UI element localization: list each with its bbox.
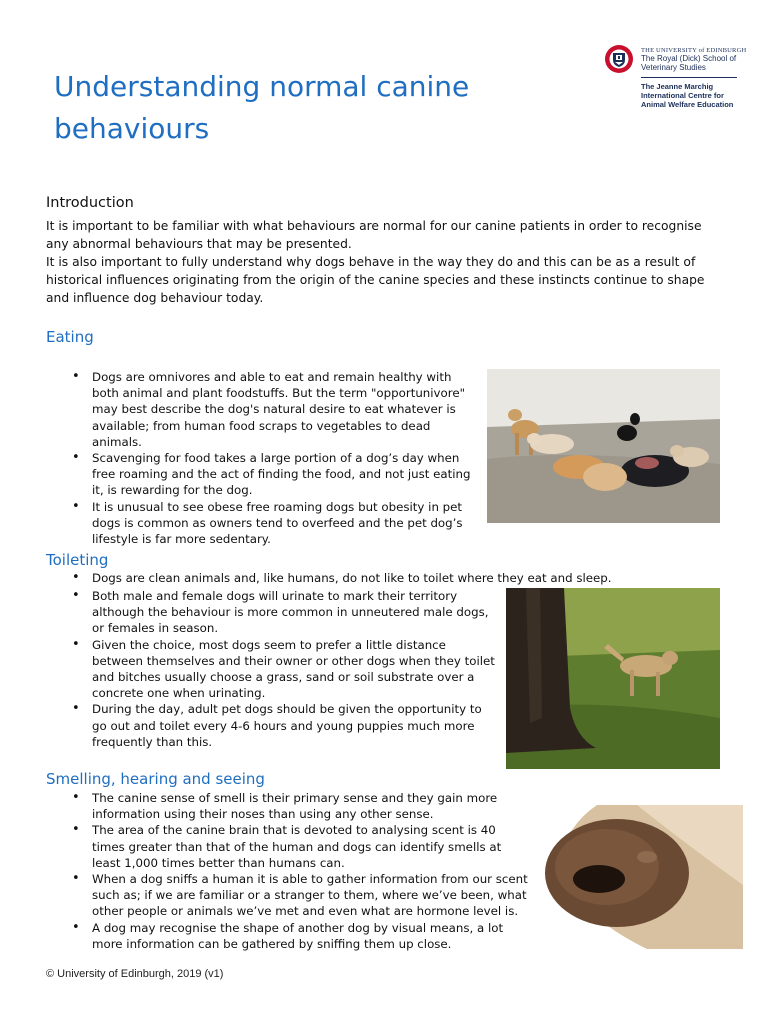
copyright-footer: © University of Edinburgh, 2019 (v1) <box>46 968 224 980</box>
list-item: • Scavenging for food takes a large portion of a dog’s day when free roaming and the act of finding the food, and not just eating it, is rewarding for the dog. <box>46 450 476 499</box>
list-item: • When a dog sniffs a human it is able to gather information from our scent such as; if we are familiar or a stranger to them, where we’ve been, what other people or animals we’ve met and even what are hormone level is. <box>46 871 528 920</box>
introduction-heading: Introduction <box>46 195 134 211</box>
toileting-bullet-list <box>46 588 498 750</box>
eating-heading: Eating <box>46 328 94 346</box>
logo-divider <box>641 77 737 78</box>
logo-school-name: The Royal (Dick) School of Veterinary Studies <box>641 54 737 72</box>
toileting-heading: Toileting <box>46 551 109 569</box>
logo-centre-name: The Jeanne Marchig International Centre for Animal Welfare Education <box>641 82 734 109</box>
logo-university-name: THE UNIVERSITY of EDINBURGH <box>641 47 747 54</box>
dog-urinating-photo <box>506 588 720 769</box>
senses-heading: Smelling, hearing and seeing <box>46 770 265 788</box>
list-item: • Given the choice, most dogs seem to prefer a little distance between themselves and their owner or other dogs when they toilet and bitches usually choose a grass, sand or soil substrate over a concrete one when urinating. <box>46 637 498 702</box>
list-item: • It is unusual to see obese free roaming dogs but obesity in pet dogs is common as owners tend to overfeed and the pet dog’s lifestyle is far more sedentary. <box>46 499 476 548</box>
list-item: • Dogs are clean animals and, like humans, do not like to toilet where they eat and sleep. <box>46 570 666 586</box>
dog-nose-photo <box>537 805 743 949</box>
list-item: • The area of the canine brain that is devoted to analysing scent is 40 times greater than that of the human and dogs can identify smells at least 1,000 times better than humans can. <box>46 822 528 871</box>
toileting-first-bullet <box>46 570 666 586</box>
senses-bullet-list <box>46 790 528 952</box>
dogs-eating-photo <box>487 369 720 523</box>
list-item: • A dog may recognise the shape of another dog by visual means, a lot more information can be gathered by sniffing them up close. <box>46 920 528 952</box>
university-crest-icon <box>604 44 634 74</box>
list-item: • The canine sense of smell is their primary sense and they gain more information using their noses than using any other sense. <box>46 790 528 822</box>
page-title: Understanding normal canine behaviours <box>54 70 470 145</box>
introduction-paragraph-2: It is also important to fully understand why dogs behave in the way they do and this can be as a result of historical influences originating from the origin of the canine species and these instincts continue to shape and influence dog behaviour today. <box>46 255 705 305</box>
university-logo <box>604 44 747 114</box>
list-item: • Dogs are omnivores and able to eat and remain healthy with both animal and plant foodstuffs. But the term "opportunivore" may best describe the dog's natural desire to eat whatever is available; from human food scraps to vegetables to dead animals. <box>46 369 476 450</box>
introduction-paragraph-1: It is important to be familiar with what behaviours are normal for our canine patients in order to recognise any abnormal behaviours that may be presented. <box>46 219 702 251</box>
eating-bullet-list <box>46 369 476 547</box>
list-item: • During the day, adult pet dogs should be given the opportunity to go out and toilet every 4-6 hours and young puppies much more frequently than this. <box>46 701 498 750</box>
list-item: • Both male and female dogs will urinate to mark their territory although the behaviour is more common in unneutered male dogs, or females in season. <box>46 588 498 637</box>
